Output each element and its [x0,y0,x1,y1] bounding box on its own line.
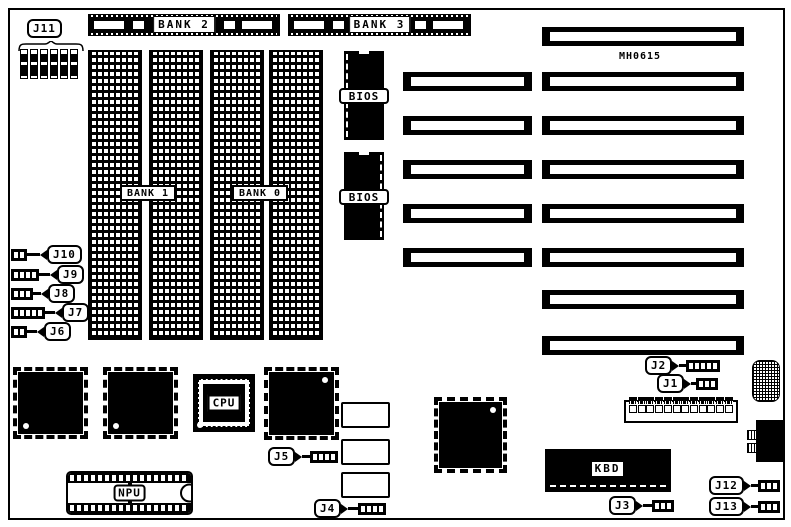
expansion-slot-short-2 [403,116,532,135]
callout-line [751,505,758,508]
jumper-label-j3: J3 [609,496,636,515]
callout-arrow-icon [744,481,751,491]
qfp-chip-1 [18,372,83,434]
pin-header-j13 [758,501,780,513]
jumper-j13 [709,497,780,516]
expansion-slot-long-5 [542,204,744,223]
jumper-label-j13: J13 [709,497,744,516]
jumper-j9 [11,265,84,284]
callout-line [679,364,686,367]
pin1-dot-icon [197,422,203,428]
expansion-slot-long-7 [542,290,744,309]
pin-header-j10 [11,249,27,261]
pin-header-j2 [686,360,720,372]
callout-arrow-icon [41,289,48,299]
pin1-dot-icon [113,423,119,429]
jumper-j6 [11,322,71,341]
bank3-label: BANK 3 [349,16,411,33]
callout-arrow-icon [40,250,47,260]
expansion-slot-long-8 [542,336,744,355]
pin-header-j8 [11,288,33,300]
qfp-chip-2 [108,372,173,434]
npu-socket [66,471,193,515]
jumper-label-j2: J2 [645,356,672,375]
jumper-label-j7: J7 [62,303,89,322]
pin1-dot-icon [322,377,328,383]
pin-header-j7 [11,307,45,319]
empty-socket-2 [341,439,390,465]
cpu-socket [193,374,255,432]
callout-line [751,484,758,487]
simm-slot [415,21,426,29]
empty-socket-1 [341,402,390,428]
jumper-label-j4: J4 [314,499,341,518]
expansion-slot-short-3 [403,160,532,179]
pin-header-j4 [358,503,386,515]
jumper-j4 [314,499,386,518]
jumper-j7 [11,303,89,322]
callout-arrow-icon [672,361,679,371]
simm-slot [433,21,463,29]
expansion-slot-short-5 [403,248,532,267]
callout-arrow-icon [684,379,691,389]
expansion-slot-long-2 [542,72,744,91]
expansion-slot-short-4 [403,204,532,223]
simm-slot [94,21,124,29]
qfp-chip-3 [269,372,334,435]
power-connector [624,400,738,423]
pin-header-j9 [11,269,39,281]
connector-tab [747,443,757,453]
jumper-label-j12: J12 [709,476,744,495]
socket-notch-icon [180,484,193,503]
bios-top-label: BIOS [339,88,389,104]
pin-header-j3 [652,500,674,512]
cpu-label: CPU [208,395,241,412]
jumper-j12 [709,476,780,495]
callout-line [27,253,40,256]
callout-line [27,330,37,333]
dip-switch-block-j11 [20,49,78,79]
simm-slot [333,21,344,29]
expansion-slot-long-1 [542,27,744,46]
simm-socket-bank2 [88,14,280,36]
callout-line [39,273,50,276]
simm-slot [133,21,144,29]
jumper-j10 [11,245,82,264]
callout-arrow-icon [37,327,44,337]
empty-socket-3 [341,472,390,498]
jumper-j3 [609,496,674,515]
keyboard-din-connector [756,420,784,462]
jumper-label-j5: J5 [268,447,295,466]
board-part-number: MH0615 [618,51,662,62]
expansion-slot-long-3 [542,116,744,135]
jumper-label-j9: J9 [57,265,84,284]
callout-line [33,292,41,295]
callout-arrow-icon [295,452,302,462]
expansion-slot-short-1 [403,72,532,91]
pin-header-j5 [310,451,338,463]
connector-tab [747,430,757,440]
callout-line [45,311,55,314]
pin1-dot-icon [23,423,29,429]
callout-line [643,504,652,507]
kbd-controller-chip [545,449,671,492]
callout-line [302,455,310,458]
callout-arrow-icon [744,502,751,512]
jumper-label-j11: J11 [27,19,62,38]
expansion-slot-long-4 [542,160,744,179]
simm-slot [294,21,324,29]
jumper-j1 [657,374,718,393]
callout-arrow-icon [341,504,348,514]
jumper-j2 [645,356,720,375]
pin-header-j1 [696,378,718,390]
bank1-label: BANK 1 [120,185,176,201]
simm-socket-bank3 [288,14,471,36]
simm-slot [224,21,235,29]
jumper-label-j1: J1 [657,374,684,393]
callout-arrow-icon [50,270,57,280]
bank0-label: BANK 0 [232,185,288,201]
pin-header-j6 [11,326,27,338]
npu-pin-row-bottom [68,503,191,513]
callout-line [348,507,358,510]
npu-label: NPU [113,485,146,502]
simm-slot [242,21,272,29]
pin1-dot-icon [490,407,496,413]
jumper-j8 [11,284,75,303]
jumper-label-j10: J10 [47,245,82,264]
jumper-label-j6: J6 [44,322,71,341]
bank2-label: BANK 2 [153,16,215,33]
speaker-grid-pad [752,360,780,402]
expansion-slot-long-6 [542,248,744,267]
pin-header-j12 [758,480,780,492]
callout-arrow-icon [636,501,643,511]
jumper-label-j8: J8 [48,284,75,303]
callout-arrow-icon [55,308,62,318]
bios-bottom-label: BIOS [339,189,389,205]
kbd-label: KBD [592,462,624,476]
jumper-j5 [268,447,338,466]
qfp-chip-4 [439,402,502,468]
